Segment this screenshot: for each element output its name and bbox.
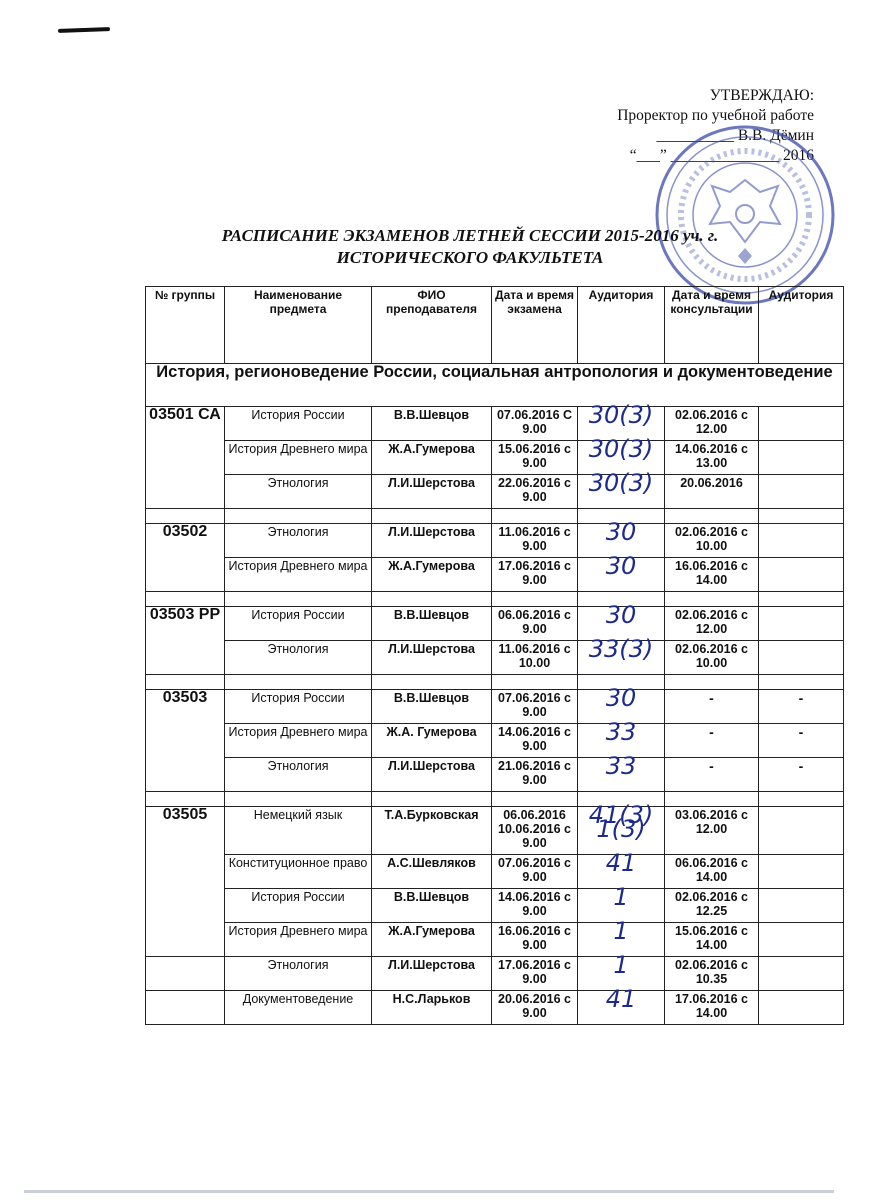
cell-room: 33: [578, 758, 665, 792]
cell-teacher: А.С.Шевляков: [372, 855, 492, 889]
cell-consultation-date: 06.06.2016 с 14.00: [665, 855, 759, 889]
scan-edge: [24, 1190, 834, 1193]
table-row: [146, 991, 844, 1025]
table-row: [146, 407, 844, 441]
cell-subject: Этнология: [225, 475, 372, 509]
cell-consultation-date: 15.06.2016 с 14.00: [665, 923, 759, 957]
spacer-row: [146, 792, 844, 807]
cell-room: 30: [578, 524, 665, 558]
cell-room-2: [759, 475, 844, 509]
cell-teacher: Ж.А.Гумерова: [372, 558, 492, 592]
cell-teacher: Ж.А.Гумерова: [372, 923, 492, 957]
cell-room-2: -: [759, 690, 844, 724]
cell-room: 41(3) 1(3): [578, 807, 665, 855]
cell-room: 30(3): [578, 441, 665, 475]
cell-exam-date: 14.06.2016 с 9.00: [492, 724, 578, 758]
cell-subject: Документоведение: [225, 991, 372, 1025]
cell-teacher: В.В.Шевцов: [372, 607, 492, 641]
table-row: [146, 607, 844, 641]
cell-room-2: -: [759, 758, 844, 792]
header-room-2: Аудитория: [759, 287, 844, 364]
cell-consultation-date: -: [665, 690, 759, 724]
table-row: [146, 524, 844, 558]
cell-consultation-date: 02.06.2016 с 12.25: [665, 889, 759, 923]
cell-consultation-date: -: [665, 724, 759, 758]
cell-exam-date: 21.06.2016 с 9.00: [492, 758, 578, 792]
document-subtitle: ИСТОРИЧЕСКОГО ФАКУЛЬТЕТА: [336, 248, 604, 267]
cell-room: 30(3): [578, 475, 665, 509]
cell-room-2: [759, 607, 844, 641]
cell-exam-date: 07.06.2016 с 9.00: [492, 690, 578, 724]
cell-teacher: Н.С.Ларьков: [372, 991, 492, 1025]
cell-consultation-date: 03.06.2016 с 12.00: [665, 807, 759, 855]
cell-consultation-date: 02.06.2016 с 12.00: [665, 607, 759, 641]
table-row: [146, 558, 844, 592]
table-row: [146, 855, 844, 889]
cell-exam-date: 06.06.2016 10.06.2016 с 9.00: [492, 807, 578, 855]
group-number: 03503 РР: [146, 607, 225, 675]
cell-subject: Этнология: [225, 641, 372, 675]
cell-teacher: В.В.Шевцов: [372, 690, 492, 724]
group-number: 03501 СА: [146, 407, 225, 509]
cell-exam-date: 06.06.2016 с 9.00: [492, 607, 578, 641]
cell-teacher: Ж.А. Гумерова: [372, 724, 492, 758]
table-row: [146, 690, 844, 724]
cell-subject: История России: [225, 607, 372, 641]
cell-room: 1: [578, 957, 665, 991]
cell-room: 33(3): [578, 641, 665, 675]
table-header-row: [146, 287, 844, 364]
cell-room: 30: [578, 558, 665, 592]
cell-exam-date: 22.06.2016 с 9.00: [492, 475, 578, 509]
cell-teacher: В.В.Шевцов: [372, 407, 492, 441]
cell-teacher: Л.И.Шерстова: [372, 475, 492, 509]
cell-subject: История России: [225, 407, 372, 441]
cell-consultation-date: 02.06.2016 с 12.00: [665, 407, 759, 441]
spacer-row: [146, 592, 844, 607]
cell-teacher: Ж.А.Гумерова: [372, 441, 492, 475]
cell-room-2: [759, 441, 844, 475]
cell-exam-date: 07.06.2016 С 9.00: [492, 407, 578, 441]
cell-room: 1: [578, 923, 665, 957]
cell-subject: Этнология: [225, 524, 372, 558]
cell-subject: История Древнего мира: [225, 724, 372, 758]
cell-subject: Этнология: [225, 957, 372, 991]
cell-teacher: Л.И.Шерстова: [372, 641, 492, 675]
cell-subject: Конституционное право: [225, 855, 372, 889]
spacer-row: [146, 675, 844, 690]
cell-exam-date: 15.06.2016 с 9.00: [492, 441, 578, 475]
cell-subject: Немецкий язык: [225, 807, 372, 855]
cell-exam-date: 14.06.2016 с 9.00: [492, 889, 578, 923]
cell-group-empty: [146, 957, 225, 991]
cell-teacher: В.В.Шевцов: [372, 889, 492, 923]
cell-exam-date: 11.06.2016 с 9.00: [492, 524, 578, 558]
cell-consultation-date: 20.06.2016: [665, 475, 759, 509]
table-row: [146, 441, 844, 475]
cell-consultation-date: 02.06.2016 с 10.35: [665, 957, 759, 991]
table-row: [146, 641, 844, 675]
cell-subject: История Древнего мира: [225, 558, 372, 592]
cell-consultation-date: 14.06.2016 с 13.00: [665, 441, 759, 475]
cell-exam-date: 20.06.2016 с 9.00: [492, 991, 578, 1025]
exam-schedule-table: [145, 286, 844, 1025]
header-subject: Наименование предмета: [225, 287, 372, 364]
cell-room-2: [759, 855, 844, 889]
header-exam-date: Дата и время экзамена: [492, 287, 578, 364]
cell-room: 30: [578, 607, 665, 641]
cell-room: 41: [578, 855, 665, 889]
cell-room-2: [759, 807, 844, 855]
cell-room: 30: [578, 690, 665, 724]
group-number: 03505: [146, 807, 225, 957]
scan-mark: [58, 27, 110, 33]
cell-subject: Этнология: [225, 758, 372, 792]
table-row: [146, 957, 844, 991]
cell-consultation-date: 02.06.2016 с 10.00: [665, 641, 759, 675]
cell-room-2: -: [759, 724, 844, 758]
cell-room-2: [759, 407, 844, 441]
cell-teacher: Л.И.Шерстова: [372, 758, 492, 792]
table-row: [146, 807, 844, 855]
group-number: 03502: [146, 524, 225, 592]
approval-date-line: “___” ______________ 2016: [629, 147, 814, 164]
group-number: 03503: [146, 690, 225, 792]
cell-subject: История Древнего мира: [225, 441, 372, 475]
approval-position: Проректор по учебной работе: [617, 107, 814, 124]
cell-exam-date: 17.06.2016 с 9.00: [492, 558, 578, 592]
cell-room-2: [759, 923, 844, 957]
cell-room: 33: [578, 724, 665, 758]
header-teacher: ФИО преподавателя: [372, 287, 492, 364]
cell-teacher: Л.И.Шерстова: [372, 524, 492, 558]
table-row: [146, 475, 844, 509]
cell-consultation-date: 02.06.2016 с 10.00: [665, 524, 759, 558]
cell-exam-date: 11.06.2016 с 10.00: [492, 641, 578, 675]
header-room: Аудитория: [578, 287, 665, 364]
cell-exam-date: 07.06.2016 с 9.00: [492, 855, 578, 889]
cell-subject: История России: [225, 690, 372, 724]
cell-exam-date: 16.06.2016 с 9.00: [492, 923, 578, 957]
section-title: История, регионоведение России, социальная антропология и документоведение: [146, 364, 844, 407]
table-row: [146, 724, 844, 758]
cell-room-2: [759, 641, 844, 675]
cell-subject: История России: [225, 889, 372, 923]
cell-consultation-date: 17.06.2016 с 14.00: [665, 991, 759, 1025]
seal-icon: [650, 120, 840, 310]
spacer-row: [146, 509, 844, 524]
cell-room-2: [759, 524, 844, 558]
table-row: [146, 889, 844, 923]
cell-teacher: Л.И.Шерстова: [372, 957, 492, 991]
cell-room-2: [759, 889, 844, 923]
header-consultation-date: Дата и время консультации: [665, 287, 759, 364]
cell-exam-date: 17.06.2016 с 9.00: [492, 957, 578, 991]
approval-signature-line: __________ В.В. Дёмин: [656, 127, 814, 144]
cell-group-empty: [146, 991, 225, 1025]
cell-subject: История Древнего мира: [225, 923, 372, 957]
header-group: № группы: [146, 287, 225, 364]
cell-room-2: [759, 957, 844, 991]
cell-teacher: Т.А.Бурковская: [372, 807, 492, 855]
cell-room: 41: [578, 991, 665, 1025]
table-row: [146, 923, 844, 957]
cell-consultation-date: 16.06.2016 с 14.00: [665, 558, 759, 592]
cell-consultation-date: -: [665, 758, 759, 792]
approval-heading: УТВЕРЖДАЮ:: [709, 87, 814, 104]
cell-room-2: [759, 558, 844, 592]
document-title: РАСПИСАНИЕ ЭКЗАМЕНОВ ЛЕТНЕЙ СЕССИИ 2015-2016 уч. г.: [221, 226, 719, 245]
cell-room: 1: [578, 889, 665, 923]
cell-room: 30(3): [578, 407, 665, 441]
table-row: [146, 758, 844, 792]
section-row: [146, 364, 844, 407]
cell-room-2: [759, 991, 844, 1025]
